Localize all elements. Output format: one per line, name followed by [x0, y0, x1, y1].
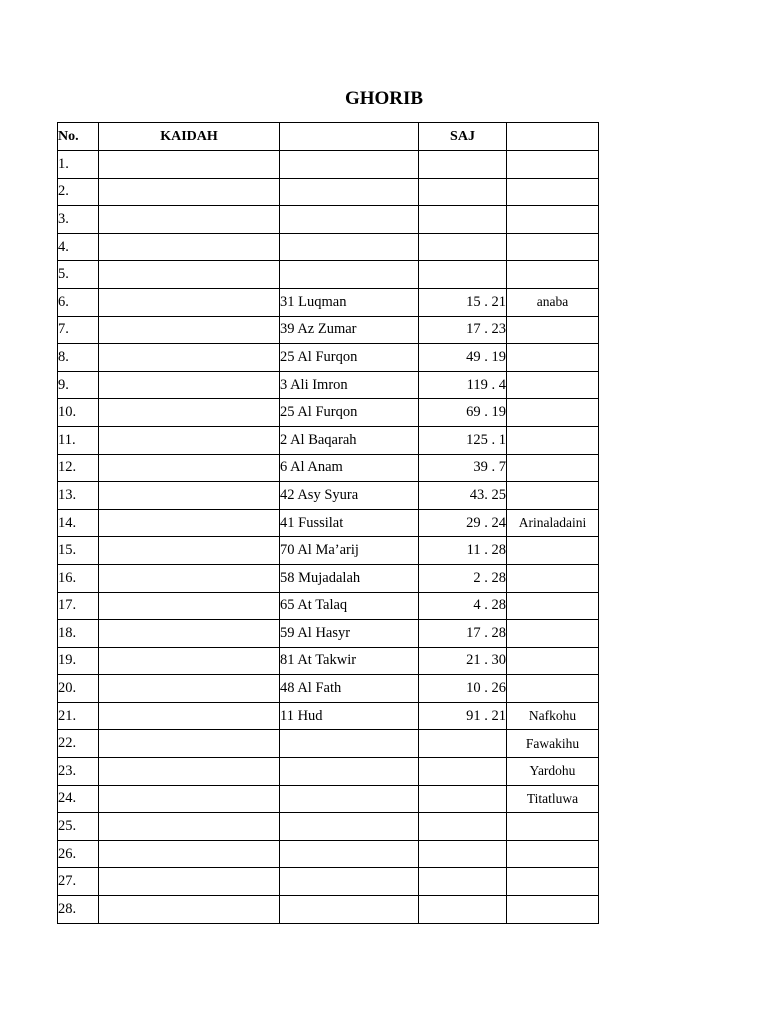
cell-saj: 125 . 1	[419, 426, 507, 454]
table-row	[58, 868, 599, 896]
cell-no: 20.	[58, 675, 99, 703]
cell-saj	[419, 758, 507, 786]
cell-saj	[419, 840, 507, 868]
cell-surah: 70 Al Ma’arij	[280, 537, 419, 565]
cell-saj	[419, 151, 507, 179]
cell-saj	[419, 896, 507, 924]
cell-surah	[280, 896, 419, 924]
cell-kaidah	[99, 288, 280, 316]
cell-kaidah	[99, 592, 280, 620]
table-row	[58, 785, 599, 813]
cell-saj: 2 . 28	[419, 564, 507, 592]
table-row	[58, 620, 599, 648]
cell-kaidah	[99, 675, 280, 703]
cell-kaidah	[99, 702, 280, 730]
cell-note	[507, 537, 599, 565]
table-row	[58, 675, 599, 703]
cell-kaidah	[99, 537, 280, 565]
cell-kaidah	[99, 868, 280, 896]
cell-note	[507, 371, 599, 399]
cell-note: anaba	[507, 288, 599, 316]
cell-no: 14.	[58, 509, 99, 537]
cell-saj	[419, 206, 507, 234]
cell-saj	[419, 785, 507, 813]
cell-surah: 39 Az Zumar	[280, 316, 419, 344]
table-row	[58, 288, 599, 316]
cell-saj: 91 . 21	[419, 702, 507, 730]
header-kaidah: KAIDAH	[99, 123, 280, 151]
ghorib-table	[57, 122, 599, 924]
header-surah	[280, 123, 419, 151]
cell-kaidah	[99, 564, 280, 592]
table-row	[58, 482, 599, 510]
cell-surah	[280, 758, 419, 786]
table-row	[58, 537, 599, 565]
cell-surah: 31 Luqman	[280, 288, 419, 316]
cell-note	[507, 675, 599, 703]
cell-saj: 43. 25	[419, 482, 507, 510]
cell-no: 7.	[58, 316, 99, 344]
table-row	[58, 509, 599, 537]
cell-note	[507, 620, 599, 648]
table-row	[58, 426, 599, 454]
cell-kaidah	[99, 758, 280, 786]
cell-kaidah	[99, 509, 280, 537]
table-row	[58, 233, 599, 261]
table-row	[58, 371, 599, 399]
cell-saj: 119 . 4	[419, 371, 507, 399]
cell-note	[507, 178, 599, 206]
table-row	[58, 316, 599, 344]
cell-no: 16.	[58, 564, 99, 592]
cell-no: 9.	[58, 371, 99, 399]
cell-no: 27.	[58, 868, 99, 896]
cell-kaidah	[99, 316, 280, 344]
table-row	[58, 758, 599, 786]
cell-note: Yardohu	[507, 758, 599, 786]
cell-surah	[280, 840, 419, 868]
cell-note	[507, 454, 599, 482]
cell-saj: 17 . 23	[419, 316, 507, 344]
cell-surah: 58 Mujadalah	[280, 564, 419, 592]
cell-kaidah	[99, 482, 280, 510]
cell-no: 17.	[58, 592, 99, 620]
cell-saj	[419, 233, 507, 261]
cell-saj: 17 . 28	[419, 620, 507, 648]
cell-note	[507, 896, 599, 924]
cell-saj: 49 . 19	[419, 344, 507, 372]
cell-note	[507, 206, 599, 234]
cell-note: Nafkohu	[507, 702, 599, 730]
table-row	[58, 564, 599, 592]
cell-kaidah	[99, 206, 280, 234]
cell-saj	[419, 868, 507, 896]
cell-kaidah	[99, 261, 280, 289]
table-row	[58, 151, 599, 179]
cell-surah	[280, 868, 419, 896]
cell-surah	[280, 206, 419, 234]
cell-surah: 25 Al Furqon	[280, 344, 419, 372]
cell-kaidah	[99, 896, 280, 924]
cell-kaidah	[99, 730, 280, 758]
cell-kaidah	[99, 151, 280, 179]
cell-no: 11.	[58, 426, 99, 454]
cell-no: 1.	[58, 151, 99, 179]
table-row	[58, 592, 599, 620]
cell-no: 26.	[58, 840, 99, 868]
cell-surah	[280, 233, 419, 261]
cell-kaidah	[99, 785, 280, 813]
cell-surah	[280, 151, 419, 179]
cell-surah: 81 At Takwir	[280, 647, 419, 675]
cell-surah	[280, 813, 419, 841]
cell-surah: 11 Hud	[280, 702, 419, 730]
header-no: No.	[58, 123, 99, 151]
header-note	[507, 123, 599, 151]
cell-surah	[280, 178, 419, 206]
cell-surah: 65 At Talaq	[280, 592, 419, 620]
cell-surah: 6 Al Anam	[280, 454, 419, 482]
cell-saj: 10 . 26	[419, 675, 507, 703]
cell-no: 3.	[58, 206, 99, 234]
cell-surah: 2 Al Baqarah	[280, 426, 419, 454]
cell-kaidah	[99, 840, 280, 868]
table-row	[58, 344, 599, 372]
cell-no: 22.	[58, 730, 99, 758]
cell-note: Arinaladaini	[507, 509, 599, 537]
cell-no: 19.	[58, 647, 99, 675]
cell-saj: 4 . 28	[419, 592, 507, 620]
table-row	[58, 647, 599, 675]
cell-note	[507, 261, 599, 289]
cell-note	[507, 482, 599, 510]
cell-saj	[419, 178, 507, 206]
cell-kaidah	[99, 178, 280, 206]
cell-note	[507, 316, 599, 344]
cell-surah: 59 Al Hasyr	[280, 620, 419, 648]
cell-saj	[419, 261, 507, 289]
cell-surah: 25 Al Furqon	[280, 399, 419, 427]
cell-surah: 3 Ali Imron	[280, 371, 419, 399]
cell-note	[507, 426, 599, 454]
cell-saj: 21 . 30	[419, 647, 507, 675]
cell-note	[507, 564, 599, 592]
cell-no: 13.	[58, 482, 99, 510]
cell-kaidah	[99, 399, 280, 427]
cell-note	[507, 592, 599, 620]
cell-note	[507, 840, 599, 868]
table-row	[58, 730, 599, 758]
table-row	[58, 178, 599, 206]
cell-surah	[280, 261, 419, 289]
cell-no: 5.	[58, 261, 99, 289]
page-title: GHORIB	[344, 88, 424, 109]
cell-saj: 15 . 21	[419, 288, 507, 316]
cell-surah: 41 Fussilat	[280, 509, 419, 537]
cell-no: 28.	[58, 896, 99, 924]
table-row	[58, 454, 599, 482]
cell-no: 2.	[58, 178, 99, 206]
cell-kaidah	[99, 371, 280, 399]
header-row	[58, 123, 599, 151]
cell-saj: 29 . 24	[419, 509, 507, 537]
cell-no: 21.	[58, 702, 99, 730]
cell-note	[507, 868, 599, 896]
cell-kaidah	[99, 813, 280, 841]
cell-saj: 39 . 7	[419, 454, 507, 482]
cell-note	[507, 233, 599, 261]
table-body	[58, 151, 599, 924]
cell-surah	[280, 730, 419, 758]
cell-note	[507, 813, 599, 841]
table-row	[58, 840, 599, 868]
cell-no: 24.	[58, 785, 99, 813]
cell-kaidah	[99, 426, 280, 454]
cell-surah: 48 Al Fath	[280, 675, 419, 703]
cell-kaidah	[99, 620, 280, 648]
cell-surah: 42 Asy Syura	[280, 482, 419, 510]
table-row	[58, 399, 599, 427]
cell-note: Titatluwa	[507, 785, 599, 813]
cell-no: 18.	[58, 620, 99, 648]
cell-no: 10.	[58, 399, 99, 427]
cell-saj	[419, 730, 507, 758]
cell-surah	[280, 785, 419, 813]
cell-saj	[419, 813, 507, 841]
cell-saj: 11 . 28	[419, 537, 507, 565]
cell-note: Fawakihu	[507, 730, 599, 758]
cell-kaidah	[99, 454, 280, 482]
table-row	[58, 896, 599, 924]
cell-no: 12.	[58, 454, 99, 482]
cell-no: 23.	[58, 758, 99, 786]
cell-note	[507, 151, 599, 179]
cell-no: 4.	[58, 233, 99, 261]
table-row	[58, 702, 599, 730]
table-row	[58, 813, 599, 841]
cell-no: 15.	[58, 537, 99, 565]
table-row	[58, 206, 599, 234]
cell-kaidah	[99, 344, 280, 372]
cell-saj: 69 . 19	[419, 399, 507, 427]
cell-no: 6.	[58, 288, 99, 316]
cell-kaidah	[99, 233, 280, 261]
table-row	[58, 261, 599, 289]
cell-no: 25.	[58, 813, 99, 841]
cell-note	[507, 647, 599, 675]
cell-kaidah	[99, 647, 280, 675]
cell-note	[507, 344, 599, 372]
cell-note	[507, 399, 599, 427]
cell-no: 8.	[58, 344, 99, 372]
header-saj: SAJ	[419, 123, 507, 151]
